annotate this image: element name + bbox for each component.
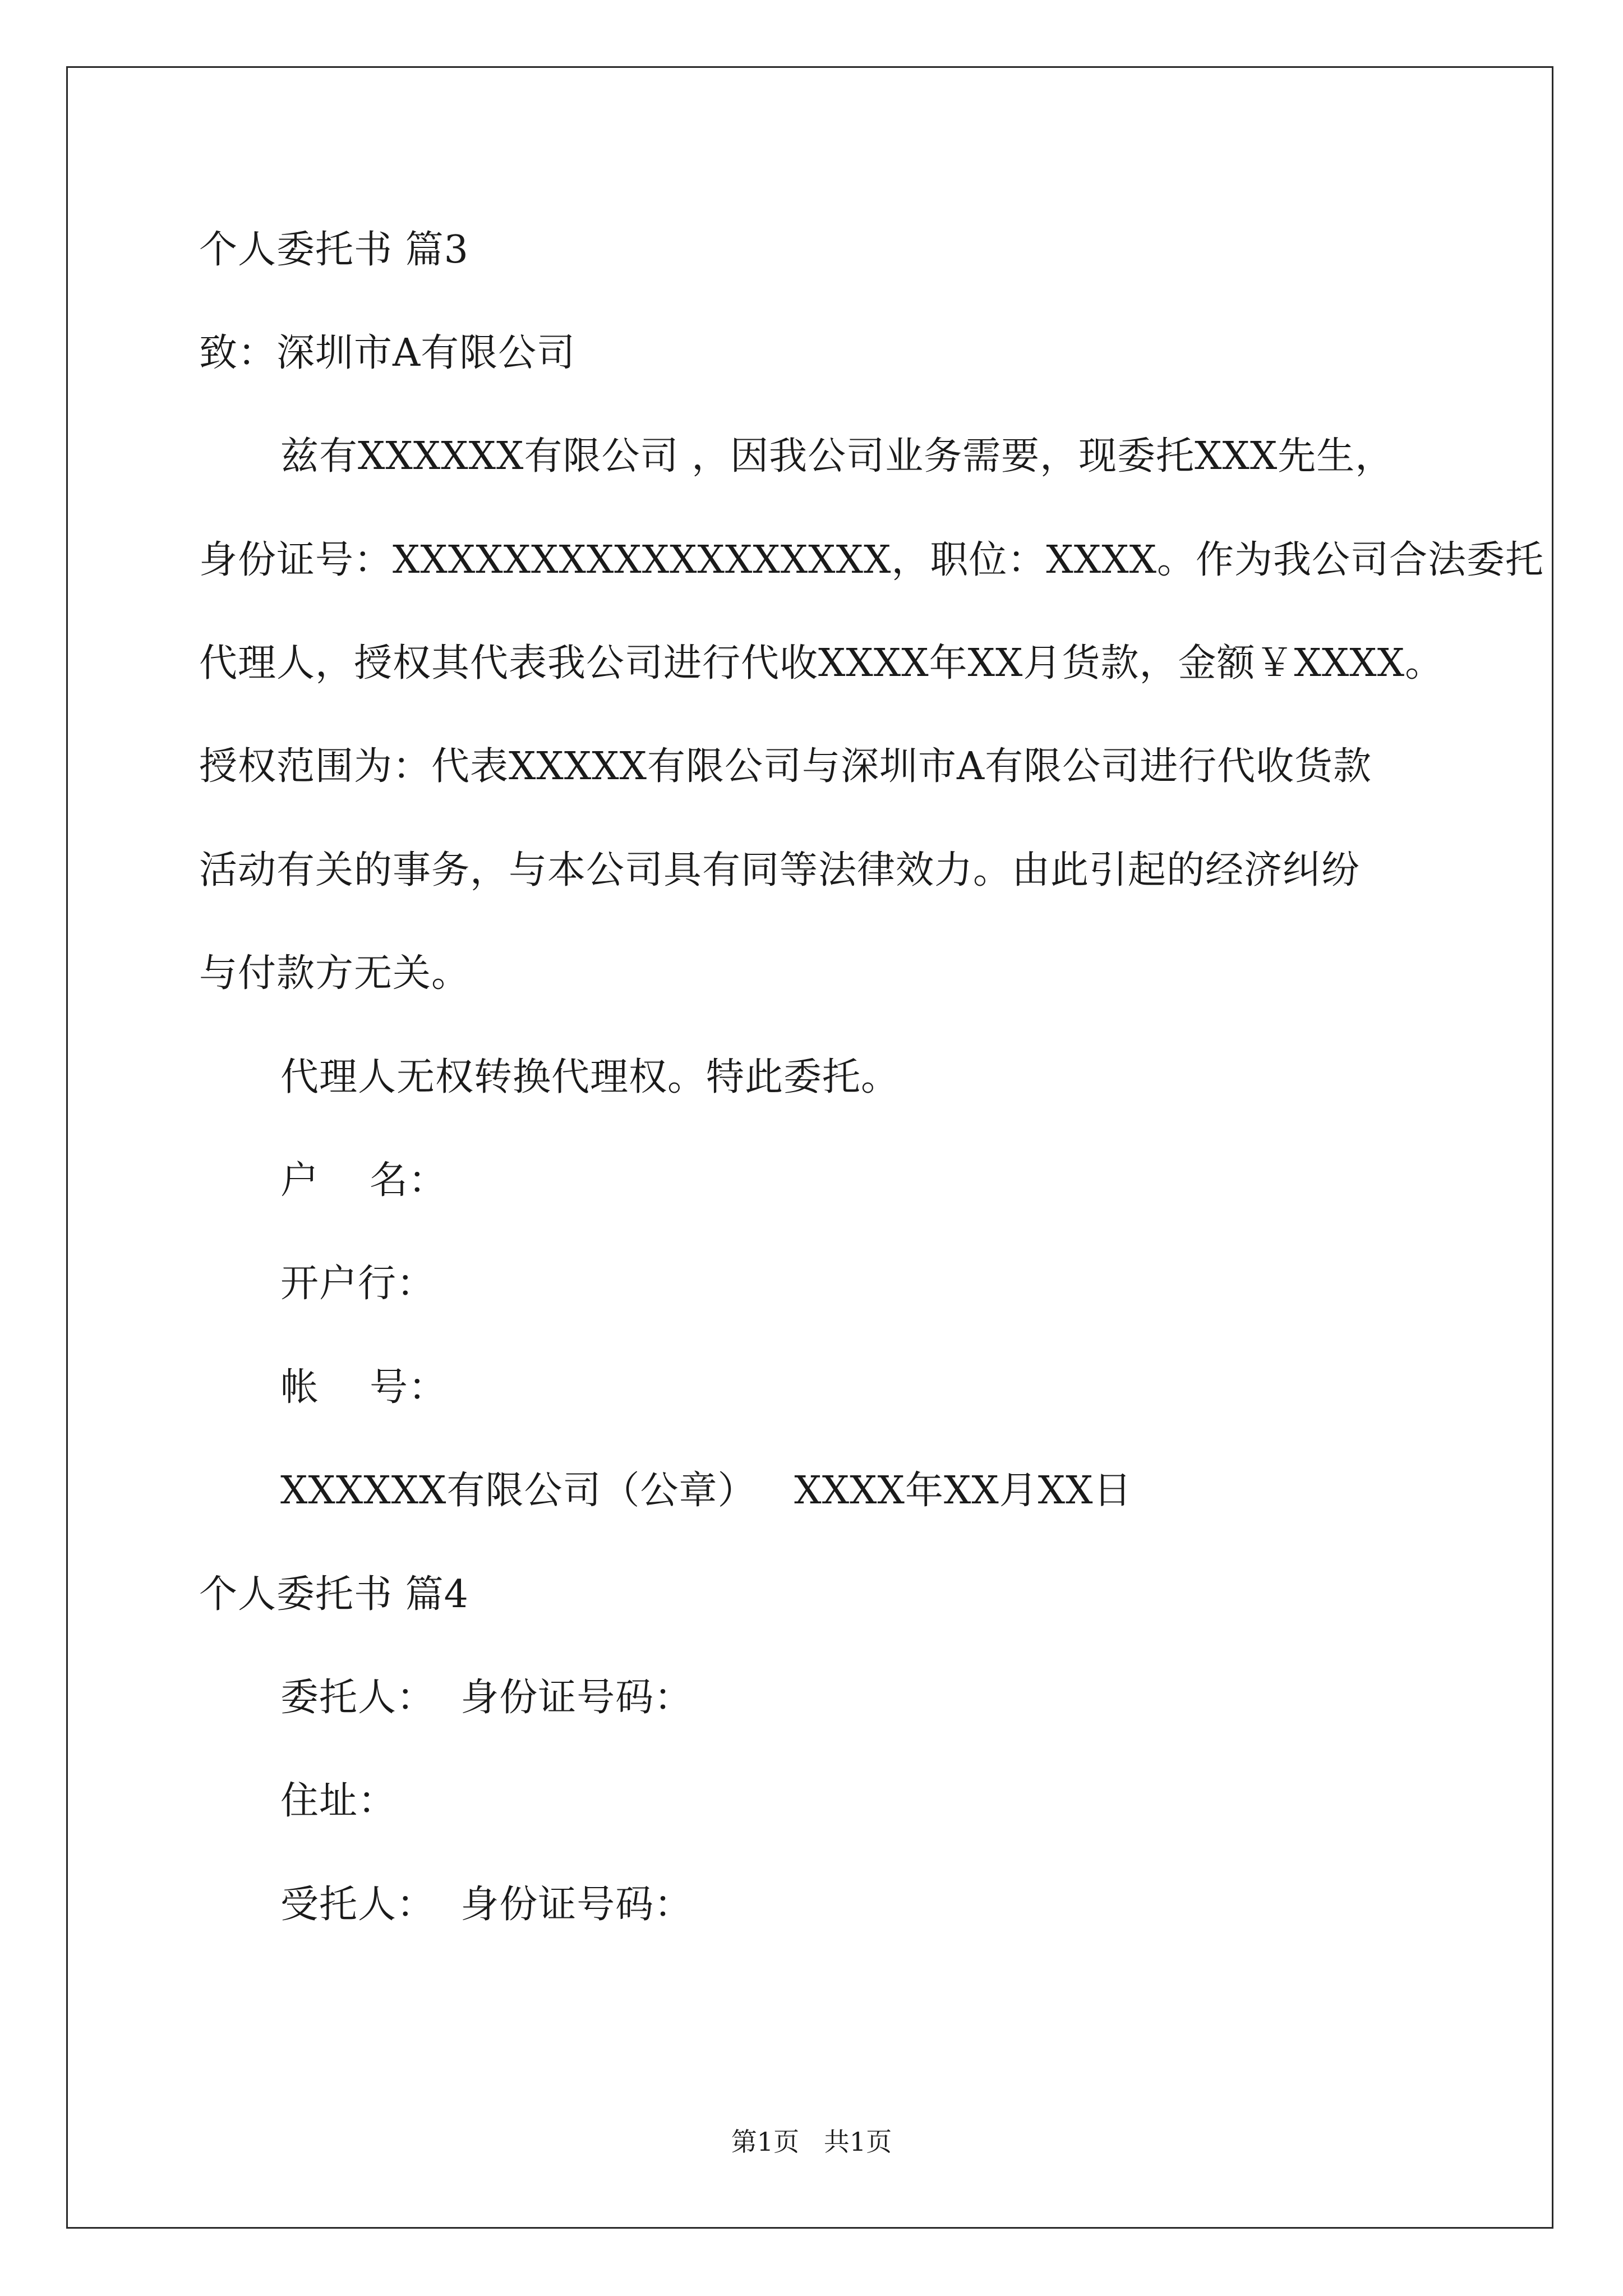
body-line-6: 与付款方无关。 [199, 951, 471, 996]
principal-line: 委托人： 身份证号码： [280, 1676, 693, 1720]
body-line-3: 代理人，授权其代表我公司进行代收XXXX年XX月货款，金额￥XXXX。 [199, 641, 1444, 685]
account-name-label-b: 名： [370, 1158, 448, 1203]
account-name-label-a: 户 [280, 1158, 320, 1203]
body-line-1: 兹有XXXXXX有限公司 ，因我公司业务需要，现委托XXX先生， [280, 434, 1394, 478]
account-number-label-a: 帐 [280, 1365, 320, 1410]
account-name-field [280, 1158, 448, 1203]
closing-line: 代理人无权转换代理权。特此委托。 [280, 1055, 900, 1099]
section3-heading: 个人委托书 篇3 [199, 228, 469, 272]
address-line: 住址： [280, 1779, 397, 1823]
body-line-5: 活动有关的事务，与本公司具有同等法律效力。由此引起的经济纠纷 [199, 848, 1361, 892]
account-number-field [280, 1365, 448, 1410]
addressee-line: 致：深圳市A有限公司 [199, 331, 576, 375]
body-line-4: 授权范围为：代表XXXXX有限公司与深圳市A有限公司进行代收货款 [199, 744, 1372, 789]
body-line-2: 身份证号：XXXXXXXXXXXXXXXXXX，职位：XXXX。作为我公司合法委托 [199, 538, 1544, 582]
account-number-label-b: 号： [370, 1365, 448, 1410]
bank-field: 开户行： [280, 1262, 436, 1306]
page-footer: 第1页 共1页 [731, 2127, 892, 2157]
signature-line: XXXXXX有限公司（公章） XXXX年XX月XX日 [280, 1469, 1132, 1513]
agent-line: 受托人： 身份证号码： [280, 1883, 693, 1927]
section4-heading: 个人委托书 篇4 [199, 1572, 469, 1617]
